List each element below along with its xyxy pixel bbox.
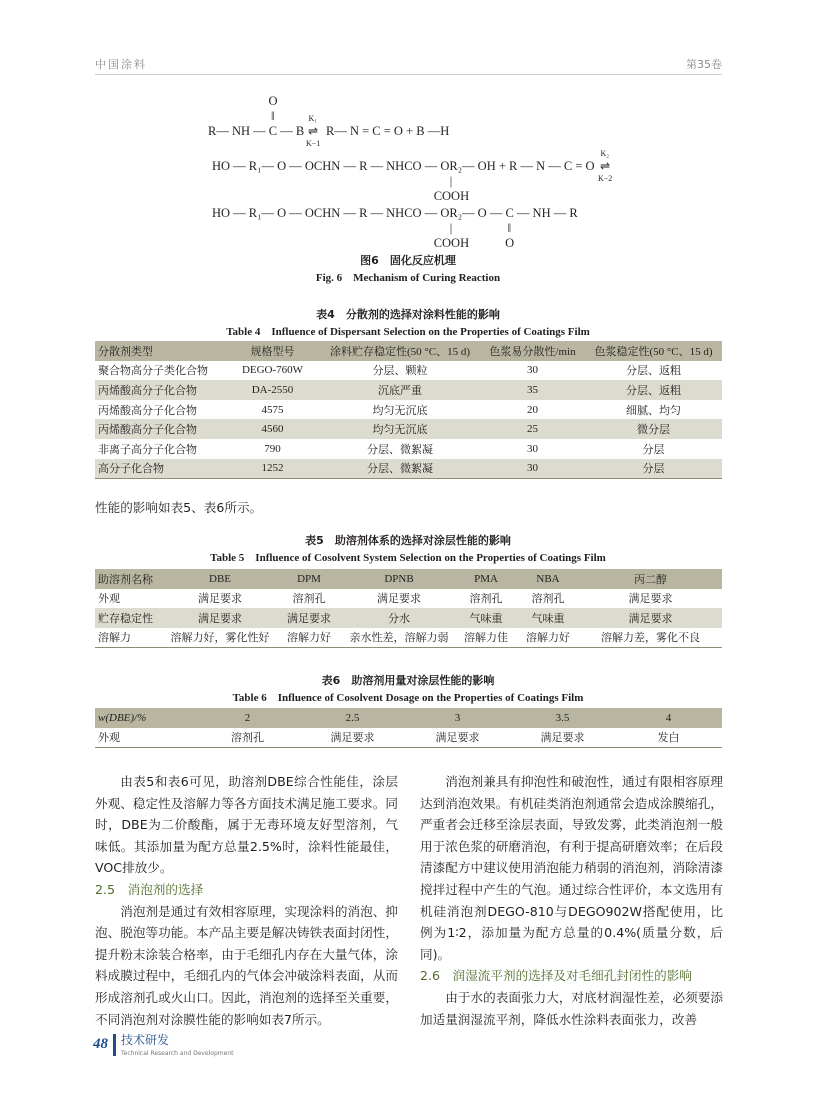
table-cell: 满足要求 bbox=[579, 608, 722, 628]
table-cell: 满足要求 bbox=[198, 593, 242, 606]
column-header: w(DBE)/% bbox=[95, 708, 195, 728]
table-row bbox=[95, 608, 722, 628]
page-number: 48 bbox=[93, 1036, 108, 1052]
table-cell: 丙烯酸高分子化合物 bbox=[98, 404, 197, 417]
table-cell: 丙烯酸高分子化合物 bbox=[95, 380, 225, 400]
table-cell: DEGO-760W bbox=[241, 364, 304, 377]
column-header: 3.5 bbox=[510, 708, 615, 728]
column-header: 色浆易分散性/min bbox=[480, 341, 585, 361]
table-cell: 溶解力佳 bbox=[464, 632, 508, 645]
table-cell: 满足要求 bbox=[275, 608, 343, 628]
table-cell: 30 bbox=[480, 459, 585, 479]
section-heading-2-6: 2.6 润湿流平剂的选择及对毛细孔封闭性的影响 bbox=[420, 968, 692, 984]
table-cell: 均匀无沉底 bbox=[320, 419, 480, 439]
scheme-line1-left: R— NH — C — B bbox=[208, 124, 305, 138]
equilibrium-arrow: ⇌ bbox=[600, 159, 611, 173]
table-cell: 满足要求 bbox=[165, 608, 275, 628]
column-header: 4 bbox=[615, 708, 722, 728]
table-cell: 亲水性差，溶解力弱 bbox=[349, 632, 449, 645]
table-row bbox=[95, 589, 722, 609]
column-header: 色浆稳定性(50 °C、15 d) bbox=[585, 341, 722, 361]
table-cell: 30 bbox=[527, 364, 538, 377]
carbonyl-o: O bbox=[505, 236, 515, 250]
table-cell: DA-2550 bbox=[225, 380, 320, 400]
table-cell: 外观 bbox=[98, 593, 120, 606]
scheme-line2: HO — R₁— O — OCHN — R — NHCO — OR₂— OH + R — N — C = O bbox=[212, 159, 595, 173]
column-header: 2.5 bbox=[300, 708, 405, 728]
k2-label: K₂ bbox=[600, 149, 610, 158]
table-cell: 丙烯酸高分子化合物 bbox=[95, 419, 225, 439]
table-cell: 满足要求 bbox=[330, 732, 375, 745]
table-cell: 气味重 bbox=[455, 608, 517, 628]
table-cell: 4560 bbox=[225, 419, 320, 439]
section-heading-2-5: 2.5 消泡剂的选择 bbox=[95, 881, 204, 897]
table-cell: 满足要求 bbox=[628, 593, 673, 606]
left-column bbox=[95, 771, 398, 1030]
table-cell: 溶解力差，雾化不良 bbox=[601, 632, 700, 645]
scheme-line3: HO — R₁— O — OCHN — R — NHCO — OR₂— O — C — NH — R bbox=[212, 206, 578, 220]
table6-title-cn: 表6 助溶剂用量对涂层性能的影响 bbox=[321, 674, 495, 687]
table-cell: 细腻、均匀 bbox=[626, 404, 681, 417]
table-row bbox=[95, 419, 722, 439]
cooh-group: COOH bbox=[433, 189, 470, 203]
column-header: DPNB bbox=[343, 569, 455, 589]
table-cell: 溶解力好，雾化性好 bbox=[170, 632, 270, 645]
table-cell: 微分层 bbox=[585, 419, 722, 439]
paragraph: 消泡剂是通过有效相容原理，实现涂料的消泡、抑泡、脱泡等功能。本产品主要是解决铸铁表面封闭性，提升粉末涂装合格率，由于毛细孔内存在大量气体，涂料成膜过程中，毛细孔内的气体会冲破涂料表面，从而形成溶剂孔或火山口。因此，消泡剂的选择至关重要，不同消泡剂对涂膜性能的影响如表7所示。 bbox=[95, 903, 398, 1027]
table5 bbox=[95, 569, 722, 648]
table-cell: 分层、返粗 bbox=[585, 380, 722, 400]
figure-caption-en: Fig. 6 Mechanism of Curing Reaction bbox=[315, 272, 501, 284]
table-cell: 790 bbox=[264, 442, 281, 455]
column-header: 助溶剂名称 bbox=[95, 569, 165, 589]
column-header: 分散剂类型 bbox=[95, 341, 225, 361]
single-bond: | bbox=[449, 221, 453, 235]
table-cell: 30 bbox=[527, 442, 538, 455]
table-cell: 满足要求 bbox=[435, 732, 480, 745]
footer-section-en: Technical Research and Development bbox=[121, 1050, 234, 1057]
column-header: DBE bbox=[165, 569, 275, 589]
table-cell: 分层 bbox=[585, 459, 722, 479]
table-cell: 外观 bbox=[98, 732, 120, 745]
table-cell: 分水 bbox=[343, 608, 455, 628]
table-cell: 4575 bbox=[261, 403, 284, 416]
table-cell: 20 bbox=[527, 403, 538, 416]
table-row bbox=[95, 459, 722, 479]
table5-title-cn: 表5 助溶剂体系的选择对涂层性能的影响 bbox=[305, 534, 511, 547]
column-header: 2 bbox=[195, 708, 300, 728]
column-header: 规格型号 bbox=[225, 341, 320, 361]
table-cell: 25 bbox=[480, 419, 585, 439]
table-cell: 溶解力好 bbox=[526, 632, 570, 645]
k-1-label: K−1 bbox=[306, 139, 321, 148]
table-cell: 气味重 bbox=[517, 608, 579, 628]
carbonyl-o: O bbox=[268, 94, 278, 108]
table-cell: 分层、返粗 bbox=[626, 365, 681, 378]
table-cell: 分层、颗粒 bbox=[372, 365, 428, 378]
equilibrium-arrow: ⇌ bbox=[308, 124, 319, 138]
table4-title-cn: 表4 分散剂的选择对涂料性能的影响 bbox=[316, 308, 500, 321]
volume-label: 第35卷 bbox=[686, 58, 722, 71]
column-header: PMA bbox=[455, 569, 517, 589]
table-cell: 贮存稳定性 bbox=[95, 608, 165, 628]
footer-bar bbox=[113, 1034, 116, 1056]
k-2-label: K−2 bbox=[598, 174, 613, 183]
table-cell: 1252 bbox=[225, 459, 320, 479]
table-cell: 分层、微絮凝 bbox=[367, 443, 433, 456]
table-cell: 发白 bbox=[657, 732, 680, 745]
single-bond: | bbox=[449, 174, 453, 188]
column-header: 涂料贮存稳定性(50 °C、15 d) bbox=[320, 341, 480, 361]
paragraph: 由于水的表面张力大，对底材润湿性差，必须要添加适量润湿流平剂，降低水性涂料表面张力，改善 bbox=[420, 989, 723, 1027]
paragraph: 消泡剂兼具有抑泡性和破泡性，通过有限相容原理达到消泡效果。有机硅类消泡剂通常会造成涂膜缩孔，严重者会迁移至涂层表面，导致发雾，此类消泡剂一般用于浓色浆的研磨消泡，有利于提高研磨效率；在后段清漆配方中建议使用消泡能力稍弱的消泡剂，消除清漆搅拌过程中产生的气泡。通过综合性评价，本文选用有机硅消泡剂DEGO-810与DEGO902W搭配使用，比例为1∶2，添加量为配方总量的0.4%(质量分数，后同)。 bbox=[420, 774, 723, 962]
double-bond: ‖ bbox=[270, 109, 275, 123]
table6 bbox=[95, 708, 722, 748]
table-cell: 均匀无沉底 bbox=[372, 404, 428, 417]
cooh-group: COOH bbox=[433, 236, 470, 250]
k1-label: K₁ bbox=[308, 114, 318, 123]
table-cell: 溶剂孔 bbox=[231, 732, 264, 745]
column-header: NBA bbox=[517, 569, 579, 589]
table-cell: 满足要求 bbox=[540, 732, 585, 745]
table-cell: 溶剂孔 bbox=[531, 593, 565, 606]
table-cell: 聚合物高分子类化合物 bbox=[98, 365, 208, 378]
table-cell: 非离子高分子化合物 bbox=[98, 443, 197, 456]
table-cell: 35 bbox=[480, 380, 585, 400]
table-header-row bbox=[95, 708, 722, 728]
table-cell: 溶剂孔 bbox=[469, 593, 503, 606]
table4 bbox=[95, 341, 722, 479]
table-cell: 沉底严重 bbox=[320, 380, 480, 400]
table-row bbox=[95, 728, 722, 748]
header-divider bbox=[95, 74, 722, 75]
table-cell: 溶解力好 bbox=[287, 632, 331, 645]
column-header: 丙二醇 bbox=[579, 569, 722, 589]
table-cell: 溶解力 bbox=[98, 632, 131, 645]
intro-line: 性能的影响如表5、表6所示。 bbox=[95, 500, 263, 515]
double-bond: ‖ bbox=[507, 221, 512, 235]
table-header-row bbox=[95, 341, 722, 361]
table-cell: 高分子化合物 bbox=[95, 459, 225, 479]
table-cell: 满足要求 bbox=[377, 593, 421, 606]
table-row bbox=[95, 380, 722, 400]
table-row bbox=[95, 361, 722, 381]
table5-title-en: Table 5 Influence of Cosolvent System Selection on the Properties of Coatings Film bbox=[210, 552, 606, 564]
table-cell: 分层 bbox=[642, 443, 665, 456]
column-header: 3 bbox=[405, 708, 510, 728]
paragraph: 由表5和表6可见，助溶剂DBE综合性能佳，涂层外观、稳定性及溶解力等各方面技术满足施工要求。同时，DBE为二价酸酯，属于无毒环境友好型溶剂，气味低。其添加量为配方总量2.5%时，涂料性能最佳，VOC排放少。 bbox=[95, 774, 398, 876]
table-row bbox=[95, 628, 722, 648]
scheme-line1-right: R— N = C = O + B —H bbox=[326, 124, 450, 138]
column-header: DPM bbox=[275, 569, 343, 589]
journal-name: 中国涂料 bbox=[95, 58, 147, 71]
table6-title-en: Table 6 Influence of Cosolvent Dosage on the Properties of Coatings Film bbox=[232, 692, 584, 704]
footer-section-cn: 技术研发 bbox=[121, 1033, 170, 1047]
figure-caption-cn: 图6 固化反应机理 bbox=[360, 254, 456, 267]
table-cell: 溶剂孔 bbox=[292, 593, 326, 606]
table-header-row bbox=[95, 569, 722, 589]
table-row bbox=[95, 400, 722, 420]
table4-title-en: Table 4 Influence of Dispersant Selection on the Properties of Coatings Film bbox=[226, 326, 590, 338]
table-row bbox=[95, 439, 722, 459]
table-cell: 分层、微絮凝 bbox=[320, 459, 480, 479]
right-column bbox=[420, 771, 723, 1030]
